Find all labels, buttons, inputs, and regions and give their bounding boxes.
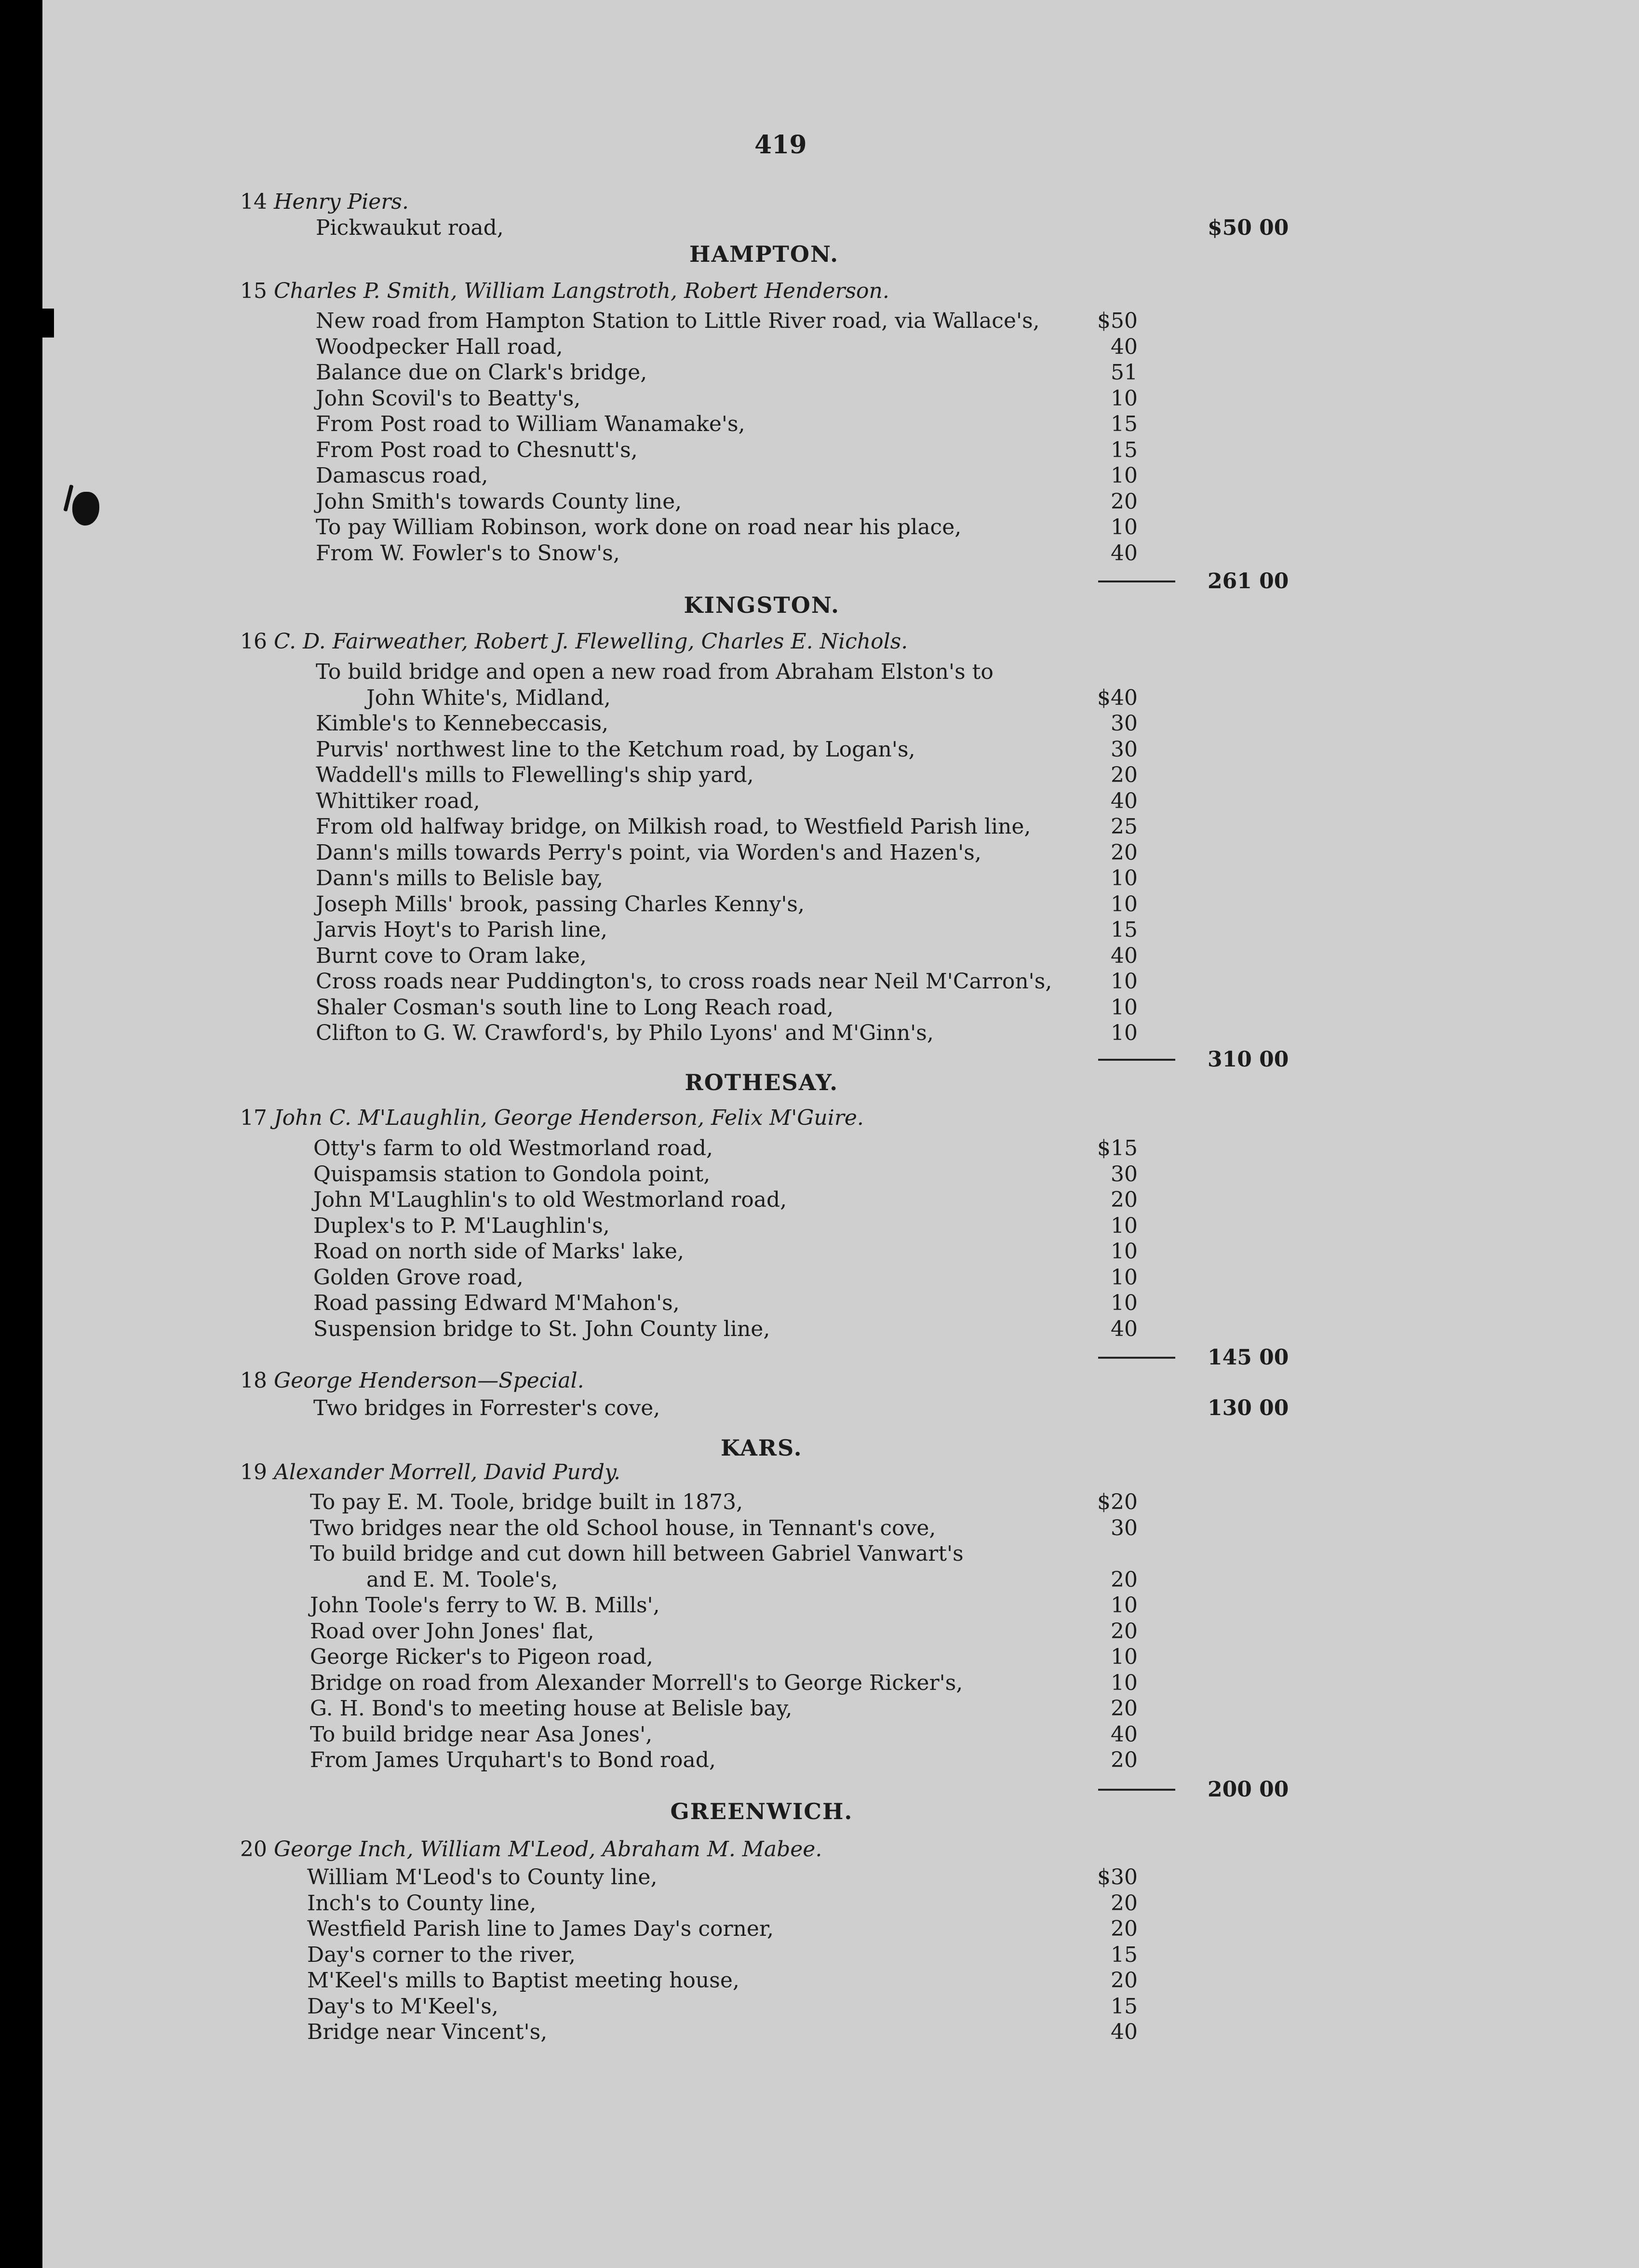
line-item: Two bridges near the old School house, in Tennant's cove, bbox=[310, 1515, 936, 1540]
section-heading: KINGSTON. bbox=[684, 592, 840, 618]
line-item: Damascus road, bbox=[316, 463, 488, 488]
section-total: 200 00 bbox=[1208, 1777, 1289, 1802]
section-heading: ROTHESAY. bbox=[685, 1069, 839, 1095]
line-amount: 40 bbox=[1111, 788, 1138, 813]
line-amount: $30 bbox=[1097, 1865, 1138, 1890]
line-amount: 10 bbox=[1111, 1670, 1138, 1695]
line-amount: 20 bbox=[1111, 763, 1138, 787]
line-amount: $15 bbox=[1097, 1136, 1138, 1161]
line-amount: 10 bbox=[1111, 1213, 1138, 1238]
line-amount: 51 bbox=[1111, 360, 1138, 385]
line-item: Pickwaukut road, bbox=[316, 216, 504, 240]
line-amount: 15 bbox=[1111, 437, 1138, 462]
document-page bbox=[42, 0, 1639, 2268]
line-amount: 40 bbox=[1111, 334, 1138, 359]
line-item: Westfield Parish line to James Day's corner, bbox=[307, 1917, 774, 1941]
commissioner-names: Henry Piers. bbox=[274, 189, 409, 214]
line-amount: 15 bbox=[1111, 918, 1138, 942]
section-heading: HAMPTON. bbox=[689, 241, 839, 267]
total-rule bbox=[1098, 1789, 1175, 1791]
line-amount: 10 bbox=[1111, 866, 1138, 891]
line-amount: 10 bbox=[1111, 1239, 1138, 1264]
line-amount: 10 bbox=[1111, 1593, 1138, 1618]
section-total: 145 00 bbox=[1208, 1345, 1289, 1370]
line-item: From W. Fowler's to Snow's, bbox=[316, 540, 620, 566]
line-amount: $20 bbox=[1097, 1490, 1138, 1514]
entry-number: 20 bbox=[240, 1837, 267, 1862]
line-item: From old halfway bridge, on Milkish road, to Westfield Parish line, bbox=[316, 814, 1031, 839]
commissioner-names: George Inch, William M'Leod, Abraham M. Mabee. bbox=[274, 1837, 822, 1862]
entry-header bbox=[240, 1368, 584, 1393]
line-amount: 25 bbox=[1111, 814, 1138, 839]
entry-header bbox=[240, 629, 908, 654]
line-item: Two bridges in Forrester's cove, bbox=[313, 1396, 660, 1420]
line-item: From Post road to William Wanamake's, bbox=[316, 412, 745, 436]
line-item: John Scovil's to Beatty's, bbox=[316, 386, 581, 411]
line-amount: 40 bbox=[1111, 943, 1138, 968]
line-amount: 20 bbox=[1111, 840, 1138, 865]
line-item: To build bridge near Asa Jones', bbox=[310, 1722, 653, 1747]
line-item: Road passing Edward M'Mahon's, bbox=[313, 1291, 680, 1315]
line-amount: 20 bbox=[1111, 1890, 1138, 1916]
line-item: John Smith's towards County line, bbox=[316, 489, 682, 514]
line-amount: 20 bbox=[1111, 1917, 1138, 1941]
line-item: Waddell's mills to Flewelling's ship yard, bbox=[316, 763, 754, 787]
section-total: 130 00 bbox=[1208, 1396, 1289, 1420]
section-heading: KARS. bbox=[721, 1435, 803, 1461]
entry-header bbox=[240, 1460, 620, 1485]
line-amount: 40 bbox=[1111, 1722, 1138, 1747]
commissioner-names: Charles P. Smith, William Langstroth, Robert Henderson. bbox=[274, 279, 889, 303]
line-amount: 20 bbox=[1111, 1188, 1138, 1212]
entry-number: 16 bbox=[240, 629, 267, 654]
entry-header bbox=[240, 189, 409, 215]
line-amount: 10 bbox=[1111, 463, 1138, 488]
line-item: John White's, Midland, bbox=[366, 685, 611, 710]
line-item: Otty's farm to old Westmorland road, bbox=[313, 1136, 713, 1161]
line-amount: 20 bbox=[1111, 1968, 1138, 1993]
line-amount: 30 bbox=[1111, 737, 1138, 762]
line-item: To build bridge and open a new road from Abraham Elston's to bbox=[316, 660, 994, 684]
line-item: Duplex's to P. M'Laughlin's, bbox=[313, 1213, 610, 1238]
line-amount: $40 bbox=[1097, 685, 1138, 710]
line-amount: 20 bbox=[1111, 1696, 1138, 1721]
line-item: Woodpecker Hall road, bbox=[316, 334, 563, 359]
line-amount: 10 bbox=[1111, 386, 1138, 411]
line-amount: 15 bbox=[1111, 412, 1138, 436]
section-total: 310 00 bbox=[1208, 1047, 1289, 1072]
entry-header bbox=[240, 1837, 822, 1862]
line-item: Day's to M'Keel's, bbox=[307, 1994, 498, 2019]
line-item: M'Keel's mills to Baptist meeting house, bbox=[307, 1968, 739, 1993]
line-amount: 10 bbox=[1111, 1265, 1138, 1290]
entry-number: 15 bbox=[240, 279, 267, 303]
commissioner-names: Alexander Morrell, David Purdy. bbox=[274, 1460, 620, 1485]
line-item: Joseph Mills' brook, passing Charles Kenny's, bbox=[316, 891, 805, 917]
line-item: Road over John Jones' flat, bbox=[310, 1619, 594, 1644]
line-item: New road from Hampton Station to Little River road, via Wallace's, bbox=[316, 309, 1040, 333]
line-item: Dann's mills towards Perry's point, via Worden's and Hazen's, bbox=[316, 840, 981, 865]
line-item: Road on north side of Marks' lake, bbox=[313, 1239, 684, 1264]
line-item: Jarvis Hoyt's to Parish line, bbox=[316, 918, 607, 942]
line-amount: 15 bbox=[1111, 1994, 1138, 2019]
line-amount: 10 bbox=[1111, 1291, 1138, 1315]
line-amount: 10 bbox=[1111, 515, 1138, 540]
entry-number: 19 bbox=[240, 1460, 267, 1485]
line-item: To pay William Robinson, work done on road near his place, bbox=[316, 515, 962, 540]
line-amount: 40 bbox=[1111, 1316, 1138, 1341]
line-item: To pay E. M. Toole, bridge built in 1873, bbox=[310, 1490, 743, 1514]
line-amount: 10 bbox=[1111, 969, 1138, 994]
line-amount: $50 bbox=[1097, 309, 1138, 333]
section-heading: GREENWICH. bbox=[670, 1798, 853, 1824]
line-amount: 10 bbox=[1111, 995, 1138, 1020]
entry-header bbox=[240, 279, 889, 304]
line-item: Balance due on Clark's bridge, bbox=[316, 360, 647, 385]
line-item: and E. M. Toole's, bbox=[366, 1567, 558, 1592]
entry-number: 14 bbox=[240, 189, 267, 214]
line-item: Golden Grove road, bbox=[313, 1265, 524, 1290]
total-rule bbox=[1098, 580, 1175, 582]
line-item: William M'Leod's to County line, bbox=[307, 1865, 658, 1890]
line-item: From Post road to Chesnutt's, bbox=[316, 437, 638, 462]
total-rule bbox=[1098, 1059, 1175, 1061]
line-amount: 30 bbox=[1111, 1515, 1138, 1540]
line-amount: 20 bbox=[1111, 1619, 1138, 1644]
section-total: $50 00 bbox=[1208, 216, 1289, 240]
line-item: From James Urquhart's to Bond road, bbox=[310, 1748, 716, 1772]
line-item: George Ricker's to Pigeon road, bbox=[310, 1645, 653, 1669]
entry-number: 18 bbox=[240, 1368, 267, 1393]
line-item: Kimble's to Kennebeccasis, bbox=[316, 711, 609, 736]
line-item: Day's corner to the river, bbox=[307, 1942, 576, 1967]
entry-header bbox=[240, 1106, 864, 1131]
line-item: John M'Laughlin's to old Westmorland road, bbox=[313, 1188, 787, 1212]
line-amount: 40 bbox=[1111, 2020, 1138, 2044]
line-item: G. H. Bond's to meeting house at Belisle bay, bbox=[310, 1696, 793, 1721]
line-item: Quispamsis station to Gondola point, bbox=[313, 1161, 711, 1187]
commissioner-names: John C. M'Laughlin, George Henderson, Felix M'Guire. bbox=[274, 1106, 864, 1130]
line-amount: 20 bbox=[1111, 489, 1138, 514]
page-edge-notch bbox=[42, 309, 54, 338]
line-amount: 15 bbox=[1111, 1942, 1138, 1967]
line-item: Suspension bridge to St. John County line, bbox=[313, 1316, 770, 1341]
line-item: Cross roads near Puddington's, to cross roads near Neil M'Carron's, bbox=[316, 969, 1052, 994]
line-amount: 30 bbox=[1111, 1161, 1138, 1187]
line-amount: 20 bbox=[1111, 1567, 1138, 1592]
line-item: John Toole's ferry to W. B. Mills', bbox=[310, 1593, 660, 1618]
commissioner-names: George Henderson—Special. bbox=[274, 1368, 584, 1393]
line-amount: 10 bbox=[1111, 891, 1138, 917]
line-amount: 10 bbox=[1111, 1021, 1138, 1045]
line-item: Bridge on road from Alexander Morrell's to George Ricker's, bbox=[310, 1670, 963, 1695]
line-amount: 10 bbox=[1111, 1645, 1138, 1669]
line-item: Clifton to G. W. Crawford's, by Philo Lyons' and M'Ginn's, bbox=[316, 1021, 934, 1045]
line-item: Shaler Cosman's south line to Long Reach road, bbox=[316, 995, 834, 1020]
line-item: Bridge near Vincent's, bbox=[307, 2020, 548, 2044]
line-item: Dann's mills to Belisle bay, bbox=[316, 866, 604, 891]
line-item: Burnt cove to Oram lake, bbox=[316, 943, 587, 968]
total-rule bbox=[1098, 1357, 1175, 1359]
section-total: 261 00 bbox=[1208, 569, 1289, 594]
entry-number: 17 bbox=[240, 1106, 267, 1130]
line-item: Purvis' northwest line to the Ketchum road, by Logan's, bbox=[316, 737, 915, 762]
line-amount: 40 bbox=[1111, 540, 1138, 566]
commissioner-names: C. D. Fairweather, Robert J. Flewelling, Charles E. Nichols. bbox=[274, 629, 908, 654]
line-item: Inch's to County line, bbox=[307, 1890, 537, 1916]
line-amount: 30 bbox=[1111, 711, 1138, 736]
page-number: 419 bbox=[754, 130, 807, 160]
line-item: Whittiker road, bbox=[316, 788, 480, 813]
line-amount: 20 bbox=[1111, 1748, 1138, 1772]
line-item: To build bridge and cut down hill between Gabriel Vanwart's bbox=[310, 1541, 964, 1566]
